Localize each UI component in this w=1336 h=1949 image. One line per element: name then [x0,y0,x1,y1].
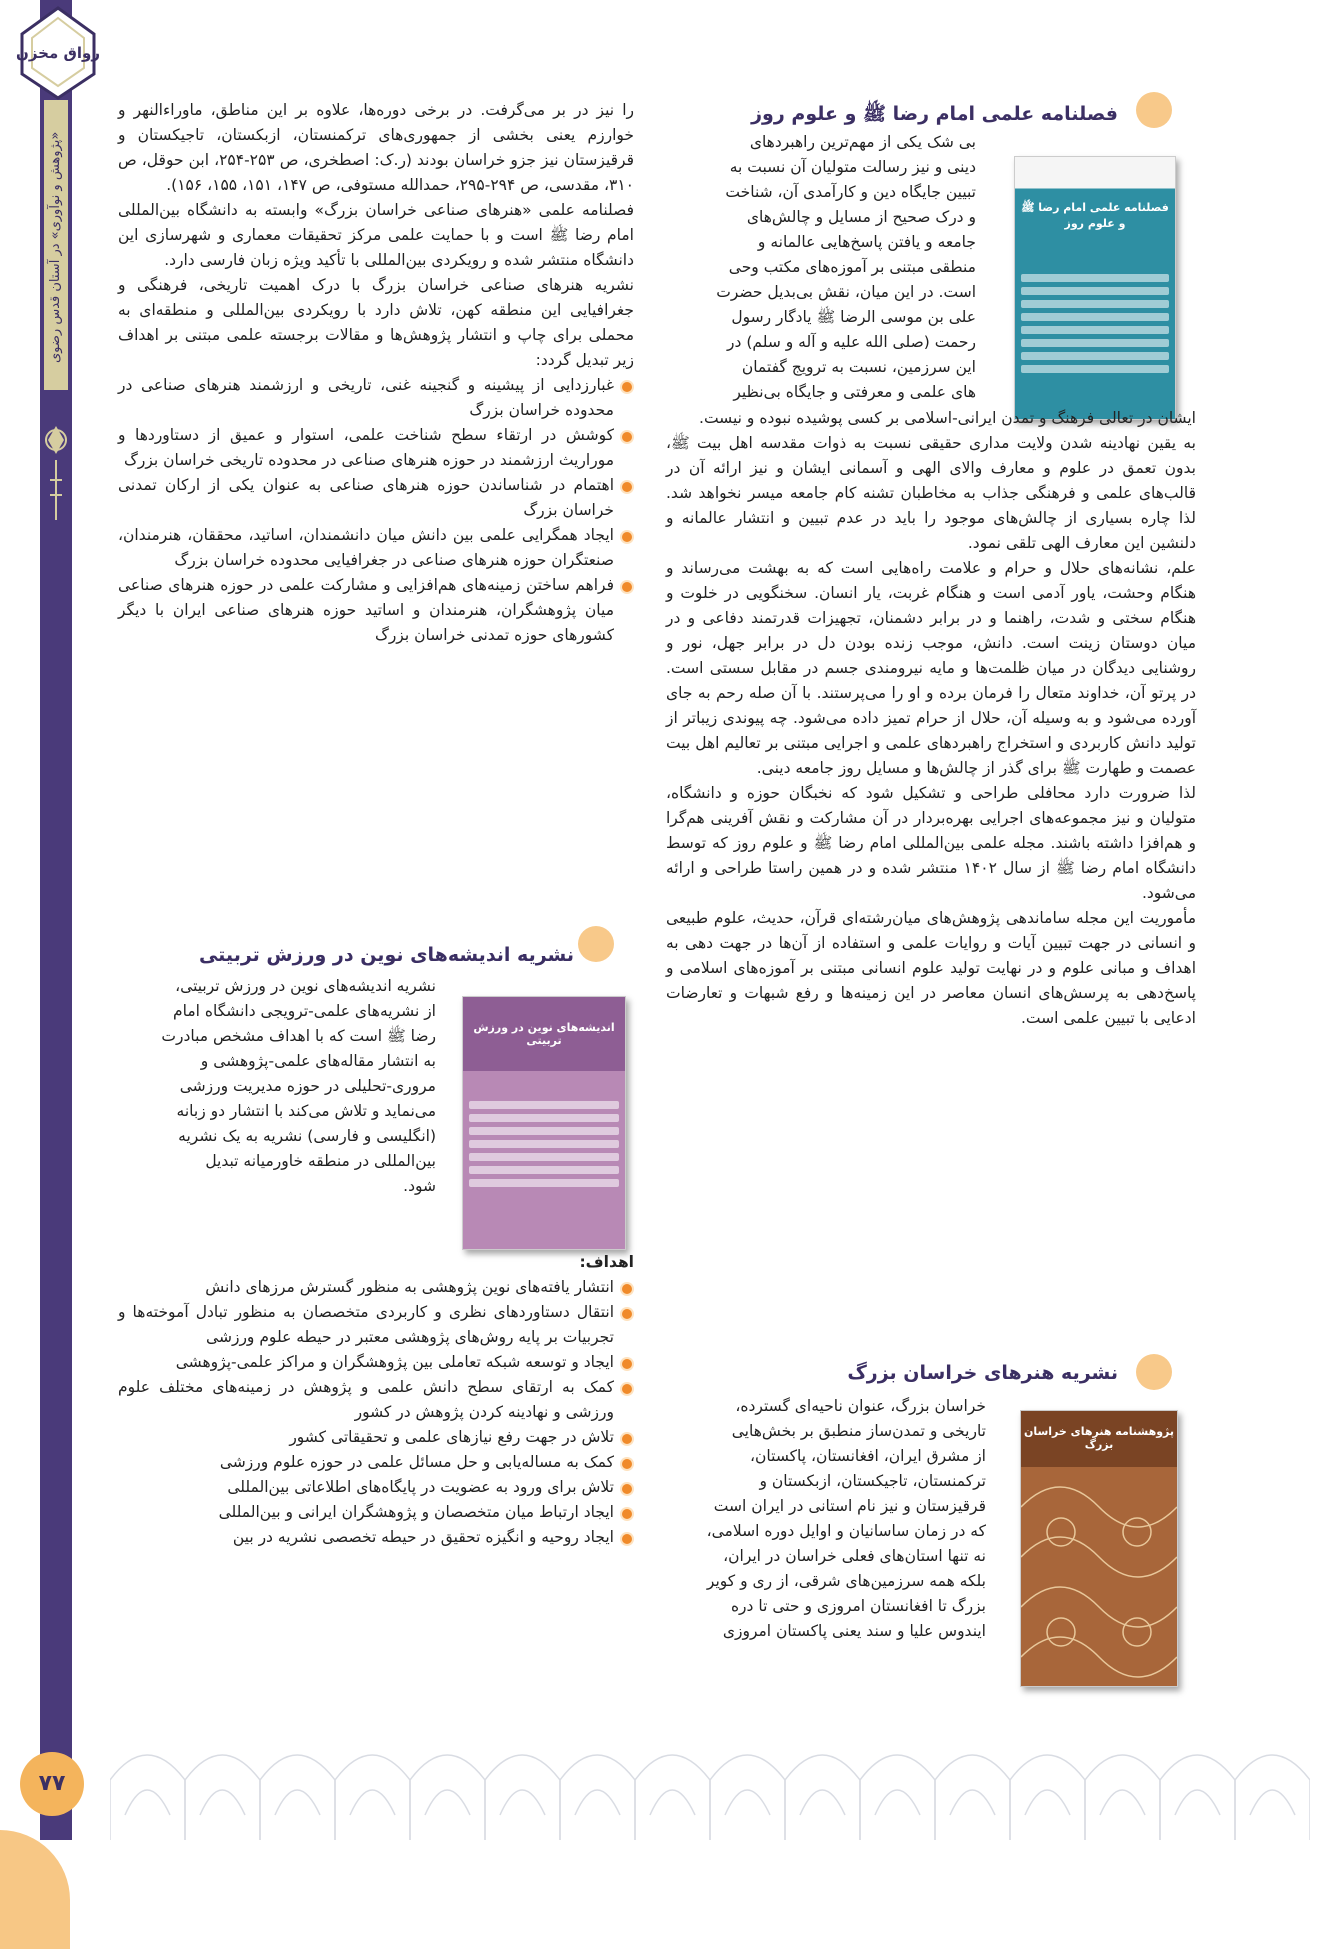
section-title-fasnameh: فصلنامه علمی امام رضا ﷺ و علوم روز [751,103,1118,125]
intro-line: دینی و نیز رسالت متولیان آن نسبت به [729,158,976,176]
ribbon-knot-ornament [40,410,72,530]
goal-item: تلاش در جهت رفع نیازهای علمی و تحقیقاتی کشور [118,1425,634,1450]
footer-arch-inner [500,1790,545,1815]
intro-line: خراسان بزرگ، عنوان ناحیه‌ای گسترده، [735,1397,986,1415]
intro-line: ایندوس علیا و سند یعنی پاکستان امروزی [722,1622,986,1640]
body-paragraph: ایشان در تعالی فرهنگ و تمدن ایرانی-اسلامی بر کسی پوشیده نبوده و نیست. [699,409,1196,427]
footer-pattern [110,1735,1310,1840]
cover-ornament [1021,1467,1177,1686]
goal-item: انتشار یافته‌های نوین پژوهشی به منظور گسترش مرزهای دانش [118,1275,634,1300]
cover-toc-lines [463,1101,625,1187]
body-paragraph: فصلنامه علمی «هنرهای صناعی خراسان بزرگ» وابسته به دانشگاه بین‌المللی امام رضا ﷺ است و با حمایت علمی مرکز تحقیقات معماری و شهرسازی این دانشگاه منتشر شده و رویکردی بین‌المللی با تأکید ویژه زبان فارسی دارد. [118,201,634,269]
fasnameh-body [666,406,1196,1031]
goal-item: کوشش در ارتقاء سطح شناخت علمی، استوار و عمیق از دستاوردها و موراریث ارزشمند در حوزه هنرهای صناعی در محدوده تاریخی خراسان بزرگ [118,423,634,473]
andisheh-cover-title: اندیشه‌های نوین در ورزش تربیتی [473,1021,615,1047]
footer-arch-inner [125,1790,170,1815]
cover-toc-lines [1015,274,1175,373]
andisheh-intro [118,974,436,1199]
goal-item: غبارزدایی از پیشینه و گنجینه غنی، تاریخی و ارزشمند هنرهای صناعی در محدوده خراسان بزرگ [118,373,634,423]
footer-arch [260,1755,335,1840]
intro-line: بزرگ تا افغانستان امروزی و حتی تا دره [730,1597,986,1615]
intro-line: جامعه و یافتن پاسخ‌هایی عالمانه و [757,233,976,251]
heading-dot-icon [578,926,614,962]
andisheh-cover-image [462,996,626,1250]
intro-line: تبیین جایگاه دین و کارآمدی آن، شناخت [725,183,976,201]
fasnameh-cover-image [1014,156,1176,420]
logo-text: رواق مخزن [16,44,100,62]
honarha-goals-list [118,373,634,648]
intro-line: بین‌المللی در منطقه خاورمیانه تبدیل [205,1152,436,1170]
intro-line: قرقیزستان و نیز نام استانی در ایران است [713,1497,986,1515]
footer-arch [1085,1755,1160,1840]
footer-arch-inner [200,1790,245,1815]
goal-item: فراهم ساختن زمینه‌های هم‌افزایی و مشارکت علمی در حوزه هنرهای صناعی میان پژوهشگران، هنرمندان و اساتید حوزه هنرهای صناعی ایران با دیگر کشورهای حوزه تمدنی خراسان بزرگ [118,573,634,648]
goal-item: کمک به مساله‌یابی و حل مسائل علمی در حوزه علوم ورزشی [118,1450,634,1475]
footer-arch-inner [1025,1790,1070,1815]
intro-line: مروری-تحلیلی در حوزه مدیریت ورزشی [179,1077,436,1095]
footer-arch-inner [725,1790,770,1815]
intro-line: این سرزمین، نسبت به ترویج گفتمان [741,358,976,376]
body-paragraph: مأموریت این مجله ساماندهی پژوهش‌های میان‌رشته‌ای قرآن، حدیث، علوم طبیعی و انسانی در جهت تبیین آیات و روایات علمی و استفاده از آن‌ها در جهت دهی به اهداف و مبانی علوم و در نهایت تولید علوم انسانی مبتنی بر آموزه‌های اسلامی و پاسخ‌دهی به پرسش‌های انسان معاصر در این زمینه‌ها و رفع شبهات و تعارضات ادعایی با تبیین علمی است. [666,909,1196,1027]
side-ribbon-text: «پژوهش و نوآوری» در آستان قدس رضوی [48,131,63,363]
intro-line: علی بن موسی الرضا ﷺ یادگار رسول [731,308,976,326]
honarha-cover-image [1020,1410,1178,1687]
goal-item: کمک به ارتقای سطح دانش علمی و پژوهش در زمینه‌های مختلف علوم ورزشی و نهادینه کردن پژوهش در کشور [118,1375,634,1425]
goal-item: اهتمام در شناساندن حوزه هنرهای صناعی به عنوان یکی از ارکان تمدنی خراسان بزرگ [118,473,634,523]
fasnameh-intro [666,130,976,405]
goal-item: ایجاد همگرایی علمی بین دانش میان دانشمندان، اساتید، محققان، هنرمندان، صنعتگران حوزه هنرهای صناعی در جغرافیایی محدوده خراسان بزرگ [118,523,634,573]
footer-arch [485,1755,560,1840]
footer-arch-inner [350,1790,395,1815]
goal-item: تلاش برای ورود به عضویت در پایگاه‌های اطلاعاتی بین‌المللی [118,1475,634,1500]
intro-line: تاریخی و تمدن‌ساز منطبق بر بخش‌هایی [731,1422,986,1440]
footer-arch-inner [575,1790,620,1815]
footer-arch [635,1755,710,1840]
footer-arch-inner [1175,1790,1220,1815]
intro-line: و درک صحیح از مسایل و چالش‌های [746,208,976,226]
intro-line: نه تنها استان‌های فعلی خراسان در ایران، [723,1547,986,1565]
footer-arch-inner [425,1790,470,1815]
body-paragraph: را نیز در بر می‌گرفت. در برخی دوره‌ها، علاوه بر این مناطق، ماوراءالنهر و خوارزم یعنی بخشی از جمهوری‌های ترکمنستان، ازبکستان، تاجیکستان و قرقیزستان نیز جزو خراسان بودند (ر.ک: اصطخری، ص ۲۵۳-۲۵۴، ابن حوقل، ص ۳۱۰، مقدسی، ص ۲۹۴-۲۹۵، حمدالله مستوفی، ص ۱۴۷، ۱۵۱، ۱۵۵، ۱۵۶). [118,101,634,194]
intro-line: به انتشار مقاله‌های علمی-پژوهشی و [200,1052,436,1070]
footer-arch-inner [950,1790,995,1815]
footer-arch [560,1755,635,1840]
goals-label: اهداف: [579,1253,634,1271]
heading-dot-icon [1136,92,1172,128]
andisheh-goals-list [118,1275,634,1550]
footer-arch-inner [650,1790,695,1815]
intro-line: نشریه اندیشه‌های نوین در ورزش تربیتی، [175,977,436,995]
footer-arch [410,1755,485,1840]
intro-line: از مشرق ایران، افغانستان، پاکستان، [750,1447,986,1465]
footer-arch-inner [875,1790,920,1815]
heading-dot-icon [1136,1354,1172,1390]
footer-arch [710,1755,785,1840]
intro-line: از نشریه‌های علمی-ترویجی دانشگاه امام [173,1002,436,1020]
footer-arch-inner [1100,1790,1145,1815]
honarha-intro [666,1394,986,1644]
intro-line: ترکمنستان، تاجیکستان، ازبکستان و [759,1472,986,1490]
intro-line: که در زمان ساسانیان و اوایل دوره اسلامی، [706,1522,986,1540]
intro-line: رحمت (صلی الله علیه و آله و سلم) در [727,333,976,351]
intro-line: است. در این میان، نقش بی‌بدیل حضرت [716,283,976,301]
goal-item: انتقال دستاوردهای نظری و کاربردی متخصصان به منظور تبادل آموخته‌ها و تجربیات بر پایه روش‌های پژوهشی معتبر در حیطه علوم ورزشی [118,1300,634,1350]
footer-arch [110,1755,185,1840]
intro-line: رضا ﷺ است که با اهداف مشخص مبادرت [161,1027,436,1045]
goal-item: ایجاد ارتباط میان متخصصان و پژوهشگران ایرانی و بین‌المللی [118,1500,634,1525]
intro-line: می‌نماید و تلاش می‌کند با انتشار دو زبانه [176,1102,436,1120]
footer-arch [1160,1755,1235,1840]
honarha-cover-title: پژوهشنامه هنرهای خراسان بزرگ [1023,1425,1175,1451]
body-paragraph: به یقین نهادینه شدن ولایت مداری حقیقی نسبت به ذوات مقدسه اهل بیت ﷺ، بدون تعمق در علوم و معارف والای الهی و آسمانی ایشان و نیز ارائه آن در قالب‌های علمی و فرهنگی جذاب به مخاطبان تشنه کام جامعه میسر نخواهد شد. لذا چاره بسیاری از چالش‌های موجود را باید در عدم تبیین و انتشار عالمانه و دلنشین این معارف الهی تلقی نمود. [666,434,1196,552]
body-paragraph: نشریه هنرهای صناعی خراسان بزرگ با درک اهمیت تاریخی، فرهنگی و جغرافیایی این منطقه کهن، تلاش دارد با رویکردی بین‌المللی و منطقه‌ای به محملی برای چاپ و انتشار پژوهش‌ها و مقالات برجسته علمی مبتنی بر اهداف زیر تبدیل گردد: [118,276,634,369]
footer-arch-inner [275,1790,320,1815]
intro-line: های علمی و معرفتی و جایگاه بی‌نظیر [733,383,976,401]
section-title-andisheh: نشریه اندیشه‌های نوین در ورزش تربیتی [198,944,574,966]
goal-item: ایجاد روحیه و انگیزه تحقیق در حیطه تخصصی نشریه در بین [118,1525,634,1550]
intro-line: شود. [403,1177,436,1195]
intro-line: منطقی مبتنی بر آموزه‌های مکتب وحی [728,258,976,276]
magazine-logo [16,4,100,100]
footer-arch [860,1755,935,1840]
section-title-honarha: نشریه هنرهای خراسان بزرگ [847,1362,1118,1384]
intro-line: بلکه همه سرزمین‌های شرقی، از ری و کویر [706,1572,986,1590]
footer-arch [1235,1755,1310,1840]
cover-header-band [1021,1411,1177,1467]
intro-line: (انگلیسی و فارسی) نشریه به یک نشریه [178,1127,436,1145]
fasnameh-cover-title: فصلنامه علمی امام رضا ﷺ و علوم روز [1021,201,1169,230]
intro-line: بی شک یکی از مهم‌ترین راهبردهای [749,133,976,151]
page-number: ۷۷ [20,1752,84,1816]
body-paragraph: علم، نشانه‌های حلال و حرام و علامت راه‌هایی است که به بهشت می‌رساند و هنگام وحشت، یاور آدمی است و هنگام غربت، یار انسان. سخنگویی در خلوت و هنگام سختی و شدت، راهنما و در برابر دشمنان، تجهیزات قدرتمند دفاعی و در میان دوستان زینت است. دانش، موجب زنده بودن دل در برابر جهل، نور و روشنایی دیدگان در میان ظلمت‌ها و مایه نیرومندی جسم در مقابل سستی است. در پرتو آن، خداوند متعال را فرمان برده و او را می‌پرستند. با آن صله رحم به جای آورده می‌شود و به وسیله آن، حلال از حرام تمیز داده می‌شود. چه پیوندی زیباتر از تولید دانش کاربردی و استخراج راهبردهای علمی و اجرایی مبتنی بر تعالیم اهل بیت عصمت و طهارت ﷺ برای گذر از چالش‌ها و مسایل روز جامعه دینی. [666,559,1196,777]
corner-decoration [0,1830,70,1949]
body-paragraph: لذا ضرورت دارد محافلی طراحی و تشکیل شود که نخبگان حوزه و دانشگاه، متولیان و نیز مجموعه‌های اجرایی بهره‌بردار در آن مشارکت و نقش آفرینی هم‌گرا و هم‌افزا داشته باشند. مجله علمی بین‌المللی امام رضا ﷺ و علوم روز که توسط دانشگاه امام رضا ﷺ از سال ۱۴۰۲ منتشر شده و در همین راستا طراحی و ارائه می‌شود. [666,784,1196,902]
footer-arch-inner [800,1790,845,1815]
goal-item: ایجاد و توسعه شبکه تعاملی بین پژوهشگران و مراکز علمی-پژوهشی [118,1350,634,1375]
footer-arch [785,1755,860,1840]
footer-arch [335,1755,410,1840]
honarha-continuation [118,98,634,648]
footer-arch [1010,1755,1085,1840]
footer-arch [185,1755,260,1840]
footer-arch [935,1755,1010,1840]
cover-header-band [463,997,625,1071]
andisheh-goals [118,1250,634,1550]
footer-arch-inner [1250,1790,1295,1815]
